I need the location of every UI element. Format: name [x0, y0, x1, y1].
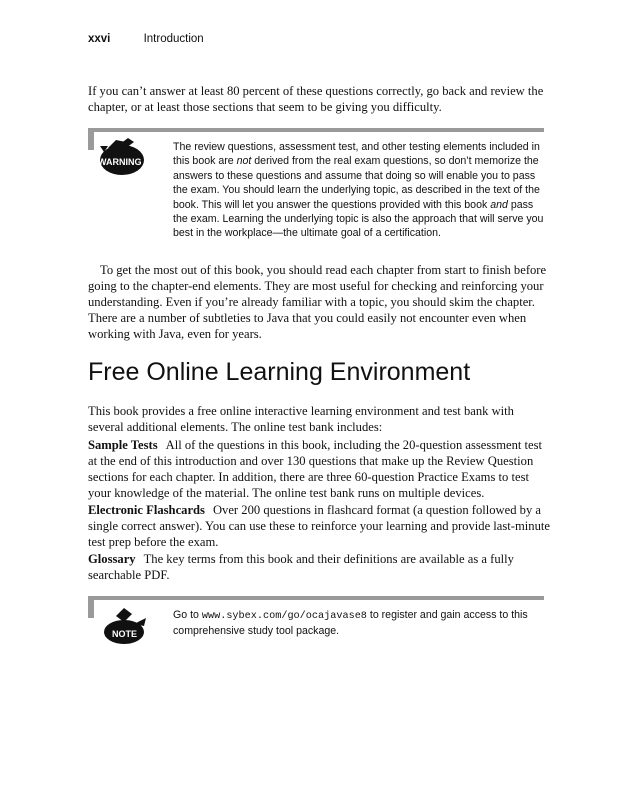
callout-rule	[88, 128, 544, 132]
section-heading: Free Online Learning Environment	[88, 358, 471, 386]
warning-emphasis: not	[236, 155, 252, 168]
section-lead: This book provides a free online interactive learning environment and test bank with several additional elements. The online test bank includes:	[88, 404, 514, 434]
note-text-part: Go to	[173, 609, 202, 621]
note-text	[173, 608, 545, 639]
warning-icon-label: WARNING	[98, 157, 142, 167]
list-item-term: Sample Tests	[88, 438, 158, 452]
running-header	[88, 33, 204, 45]
warning-icon	[94, 138, 158, 178]
list-item-text: The key terms from this book and their definitions are available as a fully searchable PDF.	[88, 552, 514, 582]
warning-callout	[88, 128, 544, 248]
warning-text	[173, 140, 545, 241]
list-item	[88, 551, 552, 583]
list-item	[88, 437, 552, 501]
running-title: Introduction	[143, 33, 204, 45]
list-item-text: Over 200 questions in flashcard format (a question followed by a single correct answer). You can use these to reinforce your learning and provide last-minute test prep before the exam.	[88, 503, 550, 549]
warning-text-part: derived from the real exam questions, so don’t memorize the answers to these questions and assume that doing so will enable you to pass the exam. You should learn the underlying topic, as described in the text of the book. This will let you answer the questions provided with this book	[173, 155, 540, 211]
note-url[interactable]: www.sybex.com/go/ocajavase8	[201, 611, 367, 622]
note-text-part: to register and gain access to this comprehensive study tool package.	[173, 609, 528, 638]
note-icon	[94, 606, 158, 646]
callout-rule	[88, 596, 544, 600]
list-item-term: Electronic Flashcards	[88, 503, 205, 517]
warning-text-part: The review questions, assessment test, and other testing elements included in this book are	[173, 141, 540, 168]
body-paragraph: To get the most out of this book, you should read each chapter from start to finish before going to the chapter-end elements. They are most useful for checking and reinforcing your understanding. Even if you’re already familiar with a topic, you should skim the chapter. There are a number of subtleties to Java that you could easily not encounter even when working with Java, even for years.	[88, 263, 547, 341]
list-item-text: All of the questions in this book, including the 20-question assessment test at the end of this introduction and over 130 questions that make up the Review Question sections for each chapter. In addition, there are three 60-question Practice Exams to test your knowledge of the material. The online test bank runs on multiple devices.	[88, 438, 543, 500]
note-callout	[88, 596, 544, 646]
list-item	[88, 502, 552, 550]
page-number: xxvi	[88, 33, 111, 45]
list-item-term: Glossary	[88, 552, 136, 566]
note-icon-label: NOTE	[112, 629, 138, 639]
warning-text-part: pass the exam. Learning the underlying topic is also the approach that will serve you best in the workplace—the ultimate goal of a certification.	[173, 198, 544, 240]
warning-emphasis: and	[490, 198, 508, 211]
intro-paragraph: If you can’t answer at least 80 percent of these questions correctly, go back and review the chapter, or at least those sections that seem to be giving you difficulty.	[88, 84, 544, 114]
